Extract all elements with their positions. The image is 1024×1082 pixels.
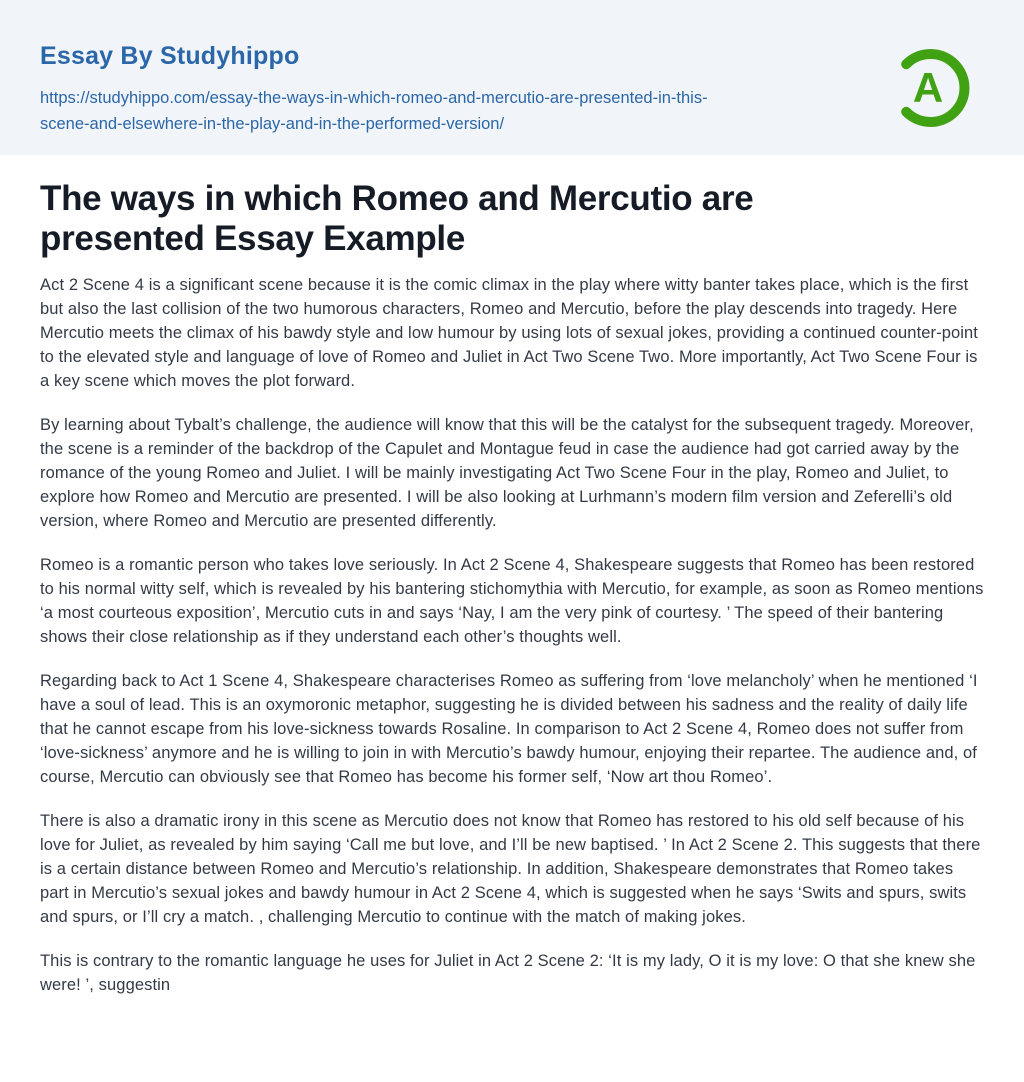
essay-paragraph-1: Act 2 Scene 4 is a significant scene because it is the comic climax in the play where witty banter takes place, which is the first but also the last collision of the two humorous characters, Romeo and Mercutio, before the play descends into tragedy. Here Mercutio meets the climax of his bawdy style and low humour by using lots of sexual jokes, providing a continued counter-point to the elevated style and language of love of Romeo and Juliet in Act Two Scene Two. More importantly, Act Two Scene Four is a key scene which moves the plot forward. — [40, 276, 978, 390]
site-header-info — [40, 42, 708, 137]
logo-letter: A — [912, 64, 944, 111]
essay-url-line1: https://studyhippo.com/essay-the-ways-in-which-romeo-and-mercutio-are-presented-in-this- — [40, 89, 708, 107]
essay-paragraph-4: Regarding back to Act 1 Scene 4, Shakespeare characterises Romeo as suffering from ‘love melancholy’ when he mentioned ‘I have a soul of lead. This is an oxymoronic metaphor, suggesting he is divided between his sadness and the reality of daily life that he cannot escape from his love-sickness towards Rosaline. In comparison to Act 2 Scene 4, Romeo does not suffer from ‘love-sickness’ anymore and he is willing to join in with Mercutio’s bawdy humour, enjoying their repartee. The audience and, of course, Mercutio can obviously see that Romeo has become his former self, ‘Now art thou Romeo’. — [40, 672, 978, 786]
essay-article — [0, 155, 1024, 997]
site-header — [0, 0, 1024, 155]
essay-paragraph-3: Romeo is a romantic person who takes love seriously. In Act 2 Scene 4, Shakespeare suggests that Romeo has been restored to his normal witty self, which is revealed by his bantering stichomythia with Mercutio, for example, as soon as Romeo mentions ‘a most courteous exposition’, Mercutio cuts in and says ‘Nay, I am the very pink of courtesy. ’ The speed of their bantering shows their close relationship as if they understand each other’s thoughts well. — [40, 556, 984, 646]
studyhippo-logo-icon — [884, 42, 976, 134]
essay-paragraph-2: By learning about Tybalt’s challenge, the audience will know that this will be the catalyst for the subsequent tragedy. Moreover, the scene is a reminder of the backdrop of the Capulet and Montague feud in case the audience had got carried away by the romance of the young Romeo and Juliet. I will be mainly investigating Act Two Scene Four in the play, Romeo and Juliet, to explore how Romeo and Mercutio are presented. I will be also looking at Lurhmann’s modern film version and Zeferelli’s old version, where Romeo and Mercutio are presented differently. — [40, 416, 974, 530]
essay-url-link[interactable] — [40, 85, 708, 137]
essay-title: The ways in which Romeo and Mercutio are presented Essay Example — [40, 179, 754, 258]
essay-paragraph-5: There is also a dramatic irony in this scene as Mercutio does not know that Romeo has restored to his old self because of his love for Juliet, as revealed by him saying ‘Call me but love, and I’ll be new baptised. ’ In Act 2 Scene 2. This suggests that there is a certain distance between Romeo and Mercutio’s relationship. In addition, Shakespeare demonstrates that Romeo takes part in Mercutio’s sexual jokes and bawdy humour in Act 2 Scene 4, which is suggested when he says ‘Swits and spurs, swits and spurs, or I’ll cry a match. , challenging Mercutio to continue with the match of making jokes. — [40, 812, 981, 926]
essay-body — [40, 273, 984, 997]
essay-paragraph-6: This is contrary to the romantic language he uses for Juliet in Act 2 Scene 2: ‘It is my lady, O it is my love: O that she knew she were! ’, suggestin — [40, 952, 976, 994]
essay-url-line2: scene-and-elsewhere-in-the-play-and-in-the-performed-version/ — [40, 115, 505, 133]
site-title-link[interactable]: Essay By Studyhippo — [40, 42, 300, 70]
studyhippo-logo[interactable] — [884, 42, 976, 134]
